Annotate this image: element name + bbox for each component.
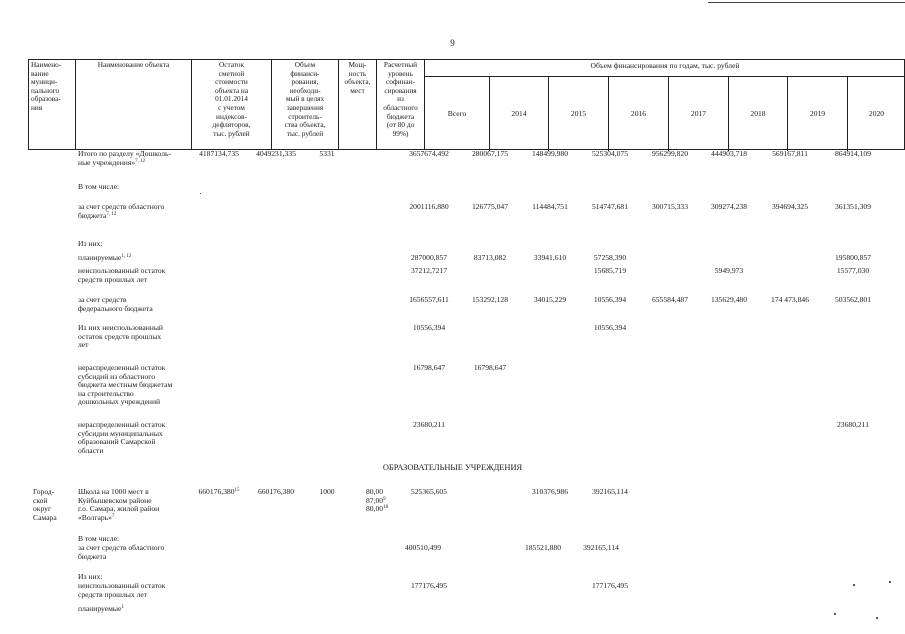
federal-budget-label: за счет средств федерального бюджета bbox=[78, 295, 153, 313]
unused-2018: 5949,973 bbox=[714, 266, 744, 275]
scan-speck bbox=[876, 617, 878, 619]
total-capacity: 5331 bbox=[319, 149, 335, 158]
school-regional-label: за счет средств областного бюджета bbox=[78, 543, 165, 561]
scan-speck bbox=[889, 581, 891, 583]
undistributed-municipal-all: 23680,211 bbox=[413, 420, 445, 429]
federal-2017: 655584,487 bbox=[651, 295, 689, 304]
header-municipality: Наимено- вание муници- пального образова- ния bbox=[29, 60, 76, 149]
school-regional-2016: 392165,114 bbox=[583, 543, 619, 552]
unused-balance-label: неиспользованный остаток средств прошлых лет bbox=[78, 266, 166, 284]
planned-2015: 33941,610 bbox=[533, 253, 567, 262]
unused-all: 37212,7217 bbox=[410, 266, 448, 275]
section-title: ОБРАЗОВАТЕЛЬНЫЕ УЧРЕЖДЕНИЯ bbox=[382, 463, 523, 472]
regional-2020: 361351,309 bbox=[834, 202, 872, 211]
planned-label: планируемые$^{1, 12}$ bbox=[78, 253, 132, 262]
federal-2018: 135629,480 bbox=[710, 295, 748, 304]
federal-2019: 174 473,846 bbox=[771, 295, 809, 304]
header-year-2019: 2019 bbox=[788, 77, 848, 151]
federal-unused-2016: 10556,394 bbox=[593, 323, 627, 332]
federal-unused-label: Из них неиспользованный остаток средств прошлых лет bbox=[78, 323, 163, 350]
school-unused-all: 177176,495 bbox=[410, 581, 448, 590]
school-unused-2016: 177176,495 bbox=[591, 581, 629, 590]
scan-speck bbox=[200, 193, 201, 194]
school-remainder: 660176,380$^{15}$ bbox=[198, 487, 240, 496]
header-year-2014: 2014 bbox=[490, 77, 549, 151]
header-object-name: Наименование объекта bbox=[76, 60, 192, 149]
total-label: Итого по разделу «Дошколь- ные учреждения»$^{7, 12}$ bbox=[78, 149, 172, 167]
header-year-total: Всего bbox=[425, 77, 490, 151]
undistributed-subsidies-all: 16798,647 bbox=[412, 363, 446, 372]
header-year-2018: 2018 bbox=[729, 77, 788, 151]
planned-all: 287000,857 bbox=[410, 253, 448, 262]
header-year-2017: 2017 bbox=[669, 77, 729, 151]
total-2014: 280067,175 bbox=[471, 149, 509, 158]
school-capacity: 1000 bbox=[319, 487, 335, 496]
unused-2016: 15685,719 bbox=[593, 266, 627, 275]
planned-2014: 83713,082 bbox=[473, 253, 507, 262]
regional-2014: 126775,047 bbox=[471, 202, 509, 211]
regional-2016: 514747,681 bbox=[591, 202, 629, 211]
federal-2020: 503562,801 bbox=[834, 295, 872, 304]
school-regional-all: 400510,499 bbox=[404, 543, 442, 552]
school-of-which-label: Из них: bbox=[78, 572, 103, 581]
federal-2016: 10556,394 bbox=[593, 295, 627, 304]
of-which-label: Из них: bbox=[78, 239, 103, 248]
planned-2020: 195800,857 bbox=[834, 253, 872, 262]
unused-2020: 15577,030 bbox=[836, 266, 870, 275]
regional-budget-label: за счет средств областного бюджета$^{7, 12}$ bbox=[78, 202, 165, 220]
regional-2019: 394694,325 bbox=[771, 202, 809, 211]
school-all: 525365,605 bbox=[410, 487, 448, 496]
school-name: Школа на 1000 мест в Куйбышевском районе г.о. Самара, жилой район «Волгарь»$^7$ bbox=[78, 487, 160, 522]
federal-2014: 153292,128 bbox=[471, 295, 509, 304]
regional-2018: 309274,238 bbox=[710, 202, 748, 211]
undistributed-municipal-2020: 23680,211 bbox=[837, 420, 869, 429]
header-volume: Объем финанси- рования, необходи- мый в целях завершения строитель- ства объекта, тыс. рублей bbox=[272, 60, 339, 149]
regional-2017: 300715,333 bbox=[651, 202, 689, 211]
total-2017: 956299,820 bbox=[651, 149, 689, 158]
header-remainder: Остаток сметной стоимости объекта на 01.01.2014 с учетом индексов- дефляторов, тыс. рублей bbox=[192, 60, 272, 149]
undistributed-municipal-label: нераспределенный остаток субсидии муниципальных образований Самарской области bbox=[78, 420, 166, 455]
header-year-2016: 2016 bbox=[609, 77, 669, 151]
header-year-2015: 2015 bbox=[549, 77, 609, 151]
federal-all: 1656557,611 bbox=[409, 295, 449, 304]
school-volume: 660176,380 bbox=[257, 487, 295, 496]
school-municipality: Город- ской округ Самара bbox=[33, 487, 57, 522]
school-regional-2015: 185521,880 bbox=[524, 543, 562, 552]
scan-speck bbox=[834, 613, 836, 615]
header-year-2020: 2020 bbox=[868, 109, 885, 118]
including-label: В том числе: bbox=[78, 182, 120, 191]
school-cofinancing: 80,00 87,00$^9$ 80,00$^{18}$ bbox=[366, 487, 389, 514]
total-2020: 864914,109 bbox=[834, 149, 872, 158]
total-2016: 525304,075 bbox=[591, 149, 629, 158]
undistributed-subsidies-2014: 16798,647 bbox=[473, 363, 507, 372]
total-2015: 148499,980 bbox=[531, 149, 569, 158]
table-header bbox=[28, 59, 905, 150]
regional-all: 2001116,880 bbox=[409, 202, 449, 211]
header-financing-group: Объем финансирования по годам, тыс. рублей bbox=[425, 60, 905, 77]
total-all: 3657674,492 bbox=[409, 149, 449, 158]
top-rule bbox=[708, 2, 905, 3]
school-unused-label: неиспользованный остаток средств прошлых лет bbox=[78, 581, 166, 599]
total-volume: 4049231,335 bbox=[256, 149, 296, 158]
federal-2015: 34015,229 bbox=[533, 295, 567, 304]
school-including-label: В том числе: bbox=[78, 534, 120, 543]
total-2018: 444903,718 bbox=[710, 149, 748, 158]
planned-2016: 57258,390 bbox=[593, 253, 627, 262]
federal-unused-all: 10556,394 bbox=[412, 323, 446, 332]
total-remainder: 4187134,735 bbox=[199, 149, 239, 158]
school-2015: 310376,986 bbox=[531, 487, 569, 496]
undistributed-subsidies-label: нераспределенный остаток субсидий из областного бюджета местным бюджетам на строительство дошкольных учреждений bbox=[78, 363, 173, 407]
school-2016: 392165,114 bbox=[592, 487, 628, 496]
header-cofinancing: Расчетный уровень софинан- сирования из областного бюджета (от 80 до 99%) bbox=[377, 60, 425, 149]
header-capacity: Мощ- ность объекта, мест bbox=[339, 60, 377, 149]
total-2019: 569167,811 bbox=[772, 149, 808, 158]
school-planned-label: планируемые$^1$ bbox=[78, 604, 124, 613]
scan-speck bbox=[853, 584, 855, 586]
regional-2015: 114484,751 bbox=[532, 202, 568, 211]
page-number: 9 bbox=[450, 38, 455, 48]
